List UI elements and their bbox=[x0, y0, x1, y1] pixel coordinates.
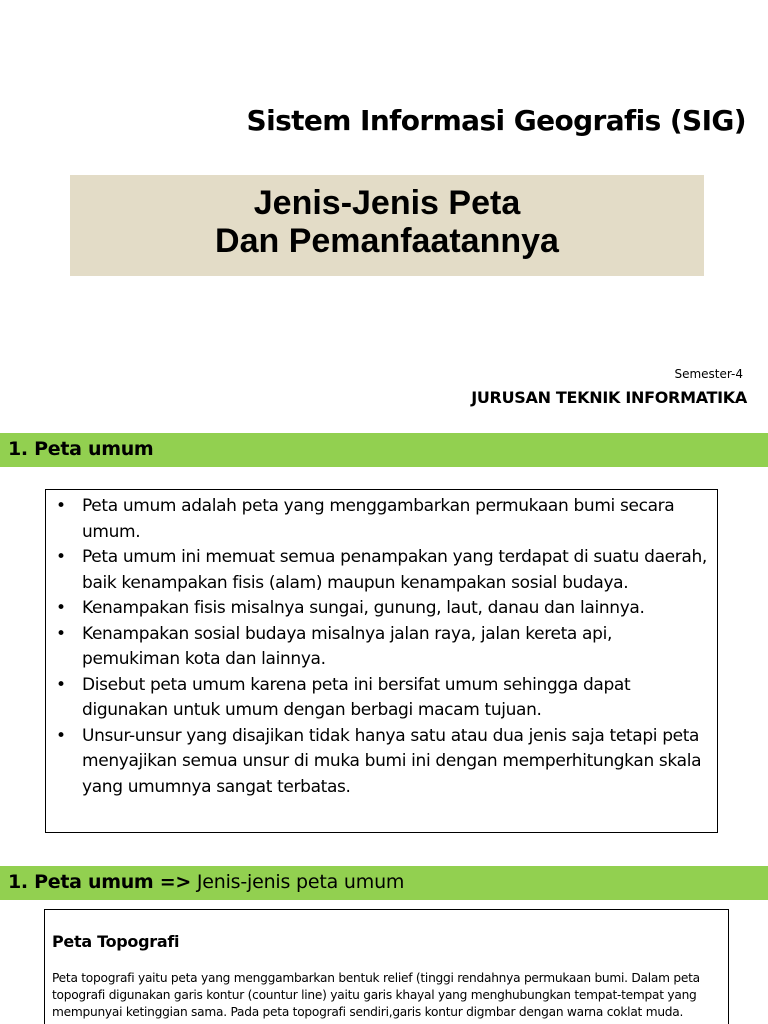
peta-topografi-card bbox=[44, 909, 729, 1024]
list-item-text: Kenampakan sosial budaya misalnya jalan raya, jalan kereta api, pemukiman kota dan lainnya. bbox=[82, 623, 612, 669]
list-item bbox=[56, 494, 707, 545]
section-heading-subtitle: Jenis-jenis peta umum bbox=[191, 871, 405, 893]
list-item bbox=[56, 545, 707, 596]
title-box bbox=[70, 175, 704, 276]
bullet-icon: • bbox=[56, 496, 66, 516]
list-item-text: Peta umum ini memuat semua penampakan yang terdapat di suatu daerah, baik kenampakan fisis (alam) maupun kenampakan sosial budaya. bbox=[82, 547, 707, 593]
list-item bbox=[56, 724, 707, 801]
card-title: Peta Topografi bbox=[52, 932, 180, 951]
list-item bbox=[56, 596, 707, 622]
course-title: Sistem Informasi Geografis (SIG) bbox=[246, 104, 746, 137]
list-item bbox=[56, 673, 707, 724]
section-heading-text: 1. Peta umum bbox=[8, 438, 154, 460]
bullet-icon: • bbox=[56, 623, 66, 644]
section-heading-jenis-peta-umum bbox=[0, 866, 768, 900]
bullet-icon: • bbox=[56, 725, 66, 746]
list-item-text: Unsur-unsur yang disajikan tidak hanya satu atau dua jenis saja tetapi peta menyajikan semua unsur di muka bumi ini dengan memperhitungkan skala yang umumnya sangat terbatas. bbox=[82, 725, 702, 797]
bullet-icon: • bbox=[56, 674, 66, 695]
section-heading-bold: 1. Peta umum => bbox=[8, 871, 191, 893]
bullet-list bbox=[56, 494, 707, 800]
title-line-1: Jenis-Jenis Peta bbox=[253, 184, 521, 222]
department-label: JURUSAN TEKNIK INFORMATIKA bbox=[471, 388, 747, 407]
list-item-text: Disebut peta umum karena peta ini bersifat umum sehingga dapat digunakan untuk umum dengan berbagi macam tujuan. bbox=[82, 674, 631, 720]
bullet-icon: • bbox=[56, 598, 66, 618]
section-heading-peta-umum bbox=[0, 433, 768, 467]
title-line-2: Dan Pemanfaatannya bbox=[215, 222, 559, 260]
semester-label: Semester-4 bbox=[674, 367, 743, 381]
list-item-text: Peta umum adalah peta yang menggambarkan permukaan bumi secara umum. bbox=[82, 496, 675, 542]
peta-umum-list-box bbox=[45, 489, 718, 833]
bullet-icon: • bbox=[56, 547, 66, 567]
list-item bbox=[56, 622, 707, 673]
list-item-text: Kenampakan fisis misalnya sungai, gunung, laut, danau dan lainnya. bbox=[82, 598, 645, 618]
card-text: Peta topografi yaitu peta yang menggambarkan bentuk relief (tinggi rendahnya permukaan bumi. Dalam peta topografi digunakan garis kontur (countur line) yaitu garis khayal yang menghubungkan tempat-tempat yang mempunyai ketinggian sama. Pada peta topografi sendiri,garis kontur digmbar dengan warna coklat muda. bbox=[52, 971, 700, 1019]
